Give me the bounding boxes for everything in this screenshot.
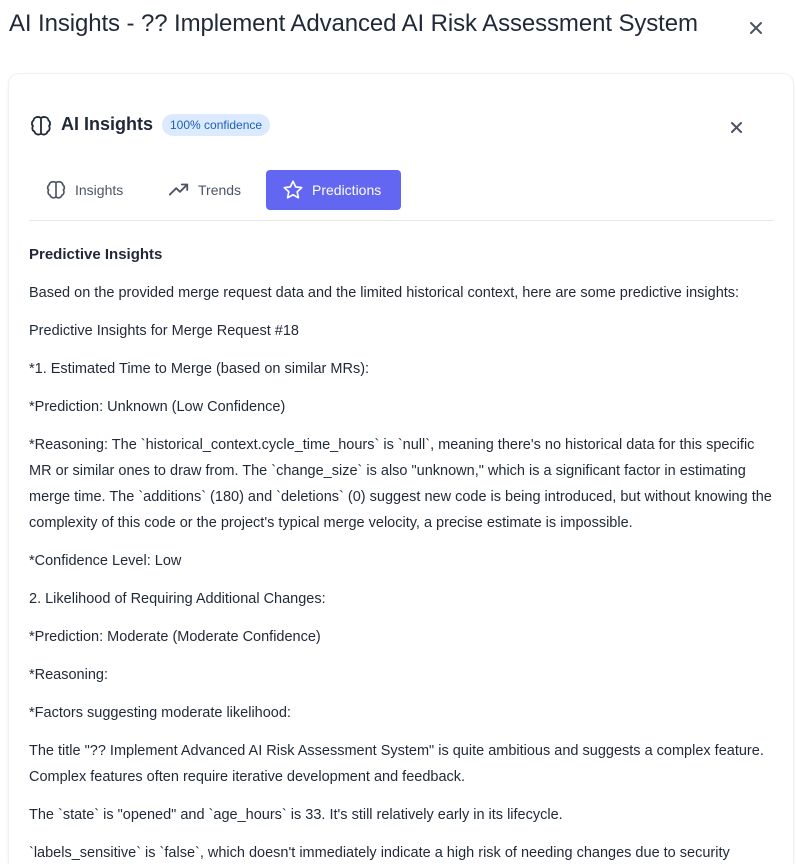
tabs-divider [29, 220, 774, 221]
content-paragraph: *Reasoning: [29, 667, 108, 683]
panel-close-button[interactable] [725, 116, 747, 138]
dialog-title: AI Insights - ?? Implement Advanced AI Risk Assessment System [9, 10, 698, 37]
close-icon [730, 121, 743, 134]
content-paragraph: Based on the provided merge request data and the limited historical context, here are some predictive insights: [29, 285, 740, 301]
content-paragraph: *Confidence Level: Low [29, 553, 182, 569]
tab-insights[interactable] [33, 170, 135, 210]
tab-trends-label: Trends [198, 182, 242, 198]
content-paragraph: *1. Estimated Time to Merge (based on similar MRs): [29, 361, 370, 377]
content-paragraph: `labels_sensitive` is `false`, which doesn't immediately indicate a high risk of needing changes due to security [29, 845, 730, 861]
tab-predictions-label: Predictions [312, 182, 382, 198]
ai-insights-panel [9, 74, 793, 864]
content-paragraph: *Factors suggesting moderate likelihood: [29, 705, 291, 721]
tab-insights-label: Insights [75, 182, 124, 198]
dialog-header [0, 0, 796, 60]
confidence-badge: 100% confidence [162, 114, 270, 136]
trending-up-icon [168, 179, 190, 201]
content-paragraph: Predictive Insights for Merge Request #18 [29, 323, 299, 339]
brain-icon [45, 179, 67, 201]
content-heading: Predictive Insights [29, 246, 163, 263]
star-icon [282, 179, 304, 201]
dialog-close-button[interactable] [744, 16, 768, 40]
content-paragraph: The `state` is "opened" and `age_hours` is 33. It's still relatively early in its lifecycle. [29, 807, 563, 823]
tab-predictions[interactable] [266, 170, 401, 210]
close-icon [749, 21, 763, 35]
content-paragraph: *Prediction: Moderate (Moderate Confidence) [29, 629, 321, 645]
panel-title: AI Insights [61, 114, 154, 134]
tab-trends[interactable] [156, 170, 253, 210]
content-paragraph: The title "?? Implement Advanced AI Risk Assessment System" is quite ambitious and suggests a complex feature. Complex features often require iterative development and feedback. [29, 743, 764, 785]
content-paragraph: 2. Likelihood of Requiring Additional Changes: [29, 591, 326, 607]
brain-icon [29, 114, 53, 138]
panel-header [9, 74, 793, 174]
content-paragraph: *Reasoning: The `historical_context.cycle_time_hours` is `null`, meaning there's no historical data for this specific MR or similar ones to draw from. The `change_size` is also "unknown," which is a significant factor in estimating merge time. The `additions` (180) and `deletions` (0) suggest new code is being introduced, but without knowing the complexity of this code or the project's typical merge velocity, a precise estimate is impossible. [29, 437, 772, 531]
predictions-content [29, 242, 779, 864]
content-paragraph: *Prediction: Unknown (Low Confidence) [29, 399, 286, 415]
